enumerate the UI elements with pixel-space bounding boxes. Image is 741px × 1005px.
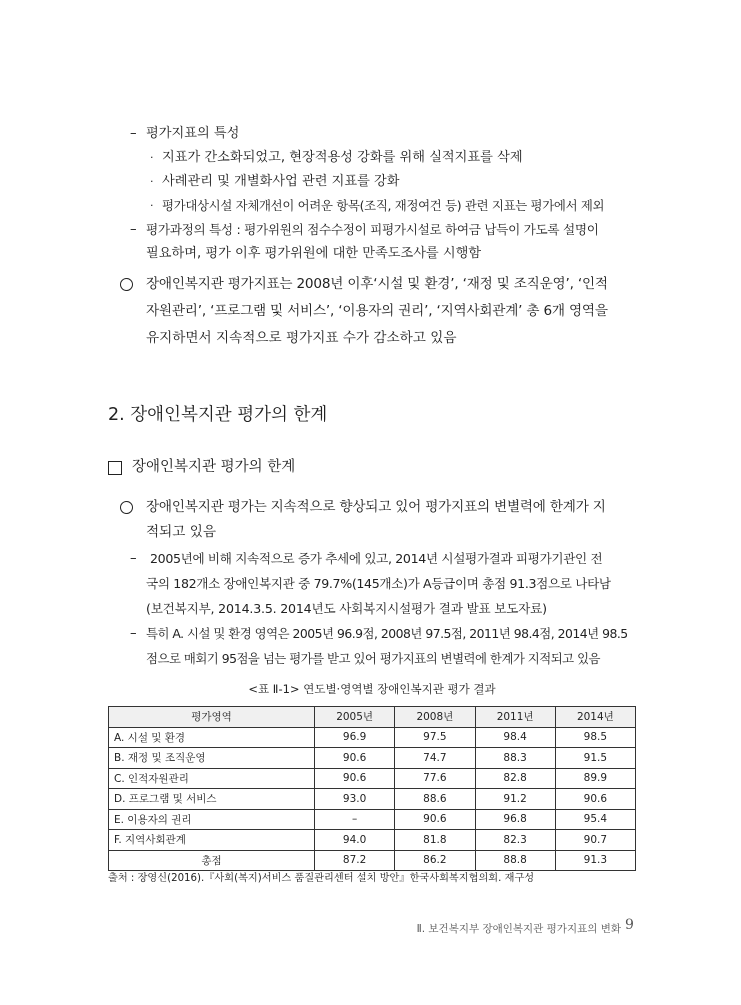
sub-item-2: 사례관리 및 개별화사업 관련 지표를 강화 — [162, 174, 400, 189]
cell-value: 98.5 — [555, 727, 635, 748]
dash-bullet: – — [130, 626, 137, 641]
cell-value: 86.2 — [395, 850, 475, 871]
row-label: E. 이용자의 권리 — [109, 809, 315, 830]
dot-bullet: · — [150, 199, 154, 212]
cell-value: 88.6 — [395, 789, 475, 810]
table-caption: <표 Ⅱ-1> 연도별·영역별 장애인복지관 평가 결과 — [248, 682, 496, 696]
trend-item-line1: 2005년에 비해 지속적으로 증가 추세에 있고, 2014년 시설평가결과 피평가기관인 전 — [150, 551, 603, 566]
dot-bullet: · — [150, 151, 154, 164]
cell-value: – — [315, 809, 395, 830]
header-2005: 2005년 — [315, 707, 395, 728]
dot-bullet: · — [150, 175, 154, 188]
header-2008: 2008년 — [395, 707, 475, 728]
table-header-row — [109, 707, 636, 728]
cell-value: 90.6 — [315, 748, 395, 769]
evaluation-results-table — [108, 706, 636, 871]
cell-value: 90.7 — [555, 830, 635, 851]
cell-value: 82.3 — [475, 830, 555, 851]
cell-value: 91.3 — [555, 850, 635, 871]
table-row — [109, 748, 636, 769]
indicator-paragraph-line1: 장애인복지관 평가지표는 2008년 이후‘시설 및 환경’, ‘재정 및 조직운영’, ‘인적 — [146, 276, 608, 292]
section-subheading: 장애인복지관 평가의 한계 — [132, 459, 296, 475]
cell-value: 90.6 — [395, 809, 475, 830]
cell-value: 93.0 — [315, 789, 395, 810]
limitation-paragraph-line2: 적되고 있음 — [146, 524, 216, 540]
square-bullet — [108, 461, 122, 475]
dash-bullet: – — [130, 126, 137, 141]
cell-value: 96.8 — [475, 809, 555, 830]
table-row — [109, 789, 636, 810]
row-label: B. 재정 및 조직운영 — [109, 748, 315, 769]
cell-value: 91.2 — [475, 789, 555, 810]
table-total-row — [109, 850, 636, 871]
header-area: 평가영역 — [109, 707, 315, 728]
indicator-paragraph-line2: 자원관리’, ‘프로그램 및 서비스’, ‘이용자의 권리’, ‘지역사회관계’ 총 6개 영역을 — [146, 303, 608, 319]
cell-value: 82.8 — [475, 768, 555, 789]
table-row — [109, 727, 636, 748]
cell-value: 94.0 — [315, 830, 395, 851]
table-row — [109, 768, 636, 789]
cell-value: 95.4 — [555, 809, 635, 830]
circle-bullet — [120, 278, 133, 291]
cell-value: 87.2 — [315, 850, 395, 871]
running-footer: Ⅱ. 보건복지부 장애인복지관 평가지표의 변화 — [416, 923, 621, 935]
row-label: 총점 — [109, 850, 315, 871]
header-2014: 2014년 — [555, 707, 635, 728]
cell-value: 74.7 — [395, 748, 475, 769]
facility-item-line1: 특히 A. 시설 및 환경 영역은 2005년 96.9점, 2008년 97.5점, 2011년 98.4점, 2014년 98.5 — [146, 626, 628, 641]
sub-item-3: 평가대상시설 자체개선이 어려운 항목(조직, 재정여건 등) 관련 지표는 평가에서 제외 — [162, 198, 605, 213]
cell-value: 88.8 — [475, 850, 555, 871]
sub-item-1: 지표가 간소화되었고, 현장적용성 강화를 위해 실적지표를 삭제 — [162, 150, 523, 165]
cell-value: 90.6 — [555, 789, 635, 810]
table-row — [109, 830, 636, 851]
dash-bullet: – — [130, 551, 137, 566]
cell-value: 98.4 — [475, 727, 555, 748]
facility-item-line2: 점으로 매회기 95점을 넘는 평가를 받고 있어 평가지표의 변별력에 한계가 지적되고 있음 — [146, 651, 601, 666]
row-label: A. 시설 및 환경 — [109, 727, 315, 748]
row-label: F. 지역사회관계 — [109, 830, 315, 851]
cell-value: 91.5 — [555, 748, 635, 769]
cell-value: 90.6 — [315, 768, 395, 789]
cell-value: 96.9 — [315, 727, 395, 748]
cell-value: 97.5 — [395, 727, 475, 748]
section-heading: 2. 장애인복지관 평가의 한계 — [108, 405, 328, 425]
dash-bullet: – — [130, 222, 137, 237]
trend-item-line2: 국의 182개소 장애인복지관 중 79.7%(145개소)가 A등급이며 총점 91.3점으로 나타남 — [146, 576, 611, 591]
cell-value: 88.3 — [475, 748, 555, 769]
trend-item-line3: (보건복지부, 2014.3.5. 2014년도 사회복지시설평가 결과 발표 보도자료) — [146, 601, 547, 616]
row-label: C. 인적자원관리 — [109, 768, 315, 789]
header-2011: 2011년 — [475, 707, 555, 728]
process-item-line1: 평가과정의 특성 : 평가위원의 점수수정이 피평가시설로 하여금 납득이 가도록 설명이 — [146, 222, 599, 237]
limitation-paragraph-line1: 장애인복지관 평가는 지속적으로 향상되고 있어 평가지표의 변별력에 한계가 지 — [146, 499, 606, 515]
row-label: D. 프로그램 및 서비스 — [109, 789, 315, 810]
circle-bullet — [120, 501, 133, 514]
table-source: 출처 : 장영신(2016).『사회(복지)서비스 품질관리센터 설치 방안』한국사회복지협의회. 재구성 — [108, 873, 535, 884]
cell-value: 81.8 — [395, 830, 475, 851]
cell-value: 77.6 — [395, 768, 475, 789]
table-row — [109, 809, 636, 830]
process-item-line2: 필요하며, 평가 이후 평가위원에 대한 만족도조사를 시행함 — [146, 246, 482, 261]
page-number: 9 — [625, 917, 634, 933]
characteristics-item: 평가지표의 특성 — [146, 126, 240, 141]
cell-value: 89.9 — [555, 768, 635, 789]
indicator-paragraph-line3: 유지하면서 지속적으로 평가지표 수가 감소하고 있음 — [146, 330, 457, 346]
